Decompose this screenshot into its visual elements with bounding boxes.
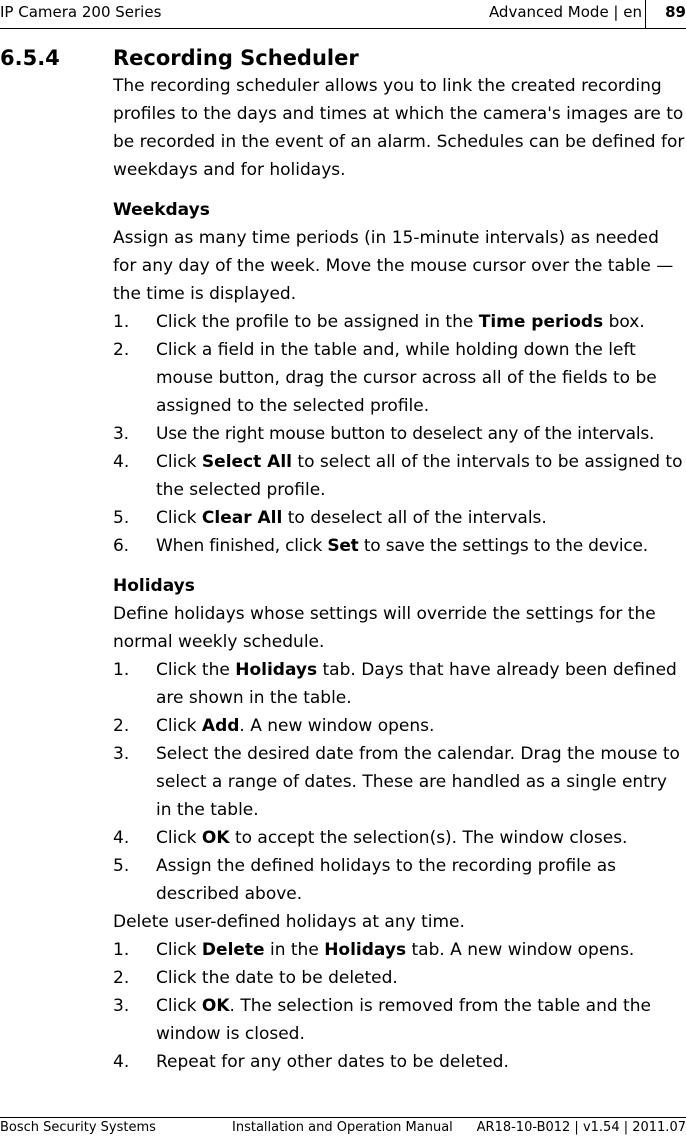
page-number: 89 [665, 3, 686, 21]
list-item: 1. Click Delete in the Holidays tab. A new window opens. [113, 940, 635, 960]
section-intro: The recording scheduler allows you to link the created recording profiles to the days and times at which the camera's images are to be recorded in the event of an alarm. Schedules can be defined for weekdays and for holidays. [113, 76, 685, 180]
page-header [0, 0, 686, 29]
section-body [113, 72, 685, 1076]
list-item: 3. Select the desired date from the calendar. Drag the mouse to select a range of dates. These are handled as a single entry in the table. [113, 744, 680, 820]
list-item: 3. Click OK. The selection is removed from the table and the window is closed. [113, 996, 651, 1044]
list-item: 2. Click a field in the table and, while holding down the left mouse button, drag the cursor across all of the fields to be assigned to the selected profile. [113, 340, 657, 416]
list-item: 5. Click Clear All to deselect all of the intervals. [113, 508, 547, 528]
list-item: 4. Click OK to accept the selection(s). The window closes. [113, 828, 628, 848]
list-item: 6. When finished, click Set to save the settings to the device. [113, 536, 649, 556]
list-item: 3. Use the right mouse button to deselect any of the intervals. [113, 424, 655, 444]
list-item: 4. Click Select All to select all of the intervals to be assigned to the selected profile. [113, 452, 683, 500]
footer-doc-ref: AR18-10-B012 | v1.54 | 2011.07 [476, 1120, 686, 1135]
footer-doc-title: Installation and Operation Manual [232, 1120, 453, 1135]
section-title: Recording Scheduler [113, 46, 359, 70]
list-item: 5. Assign the defined holidays to the recording profile as described above. [113, 856, 617, 904]
delete-intro: Delete user-defined holidays at any time. [113, 912, 465, 932]
list-item: 1. Click the profile to be assigned in the Time periods box. [113, 312, 645, 332]
footer-company: Bosch Security Systems [0, 1120, 156, 1135]
weekdays-heading: Weekdays [113, 200, 210, 220]
list-item: 4. Repeat for any other dates to be deleted. [113, 1052, 509, 1072]
list-item: 1. Click the Holidays tab. Days that have already been defined are shown in the table. [113, 660, 677, 708]
header-product: IP Camera 200 Series [0, 3, 162, 21]
header-divider [645, 0, 646, 28]
weekdays-intro: Assign as many time periods (in 15-minute intervals) as needed for any day of the week. Move the mouse cursor over the table — the time is displayed. [113, 228, 674, 304]
weekdays-steps [113, 308, 685, 560]
holidays-steps [113, 656, 685, 908]
header-section: Advanced Mode | en [488, 3, 642, 21]
holidays-intro: Define holidays whose settings will override the settings for the normal weekly schedule. [113, 604, 656, 652]
list-item: 2. Click Add. A new window opens. [113, 716, 435, 736]
delete-steps [113, 936, 685, 1076]
holidays-heading: Holidays [113, 576, 195, 596]
page-footer [0, 1117, 686, 1137]
list-item: 2. Click the date to be deleted. [113, 968, 398, 988]
section-number: 6.5.4 [0, 46, 60, 70]
